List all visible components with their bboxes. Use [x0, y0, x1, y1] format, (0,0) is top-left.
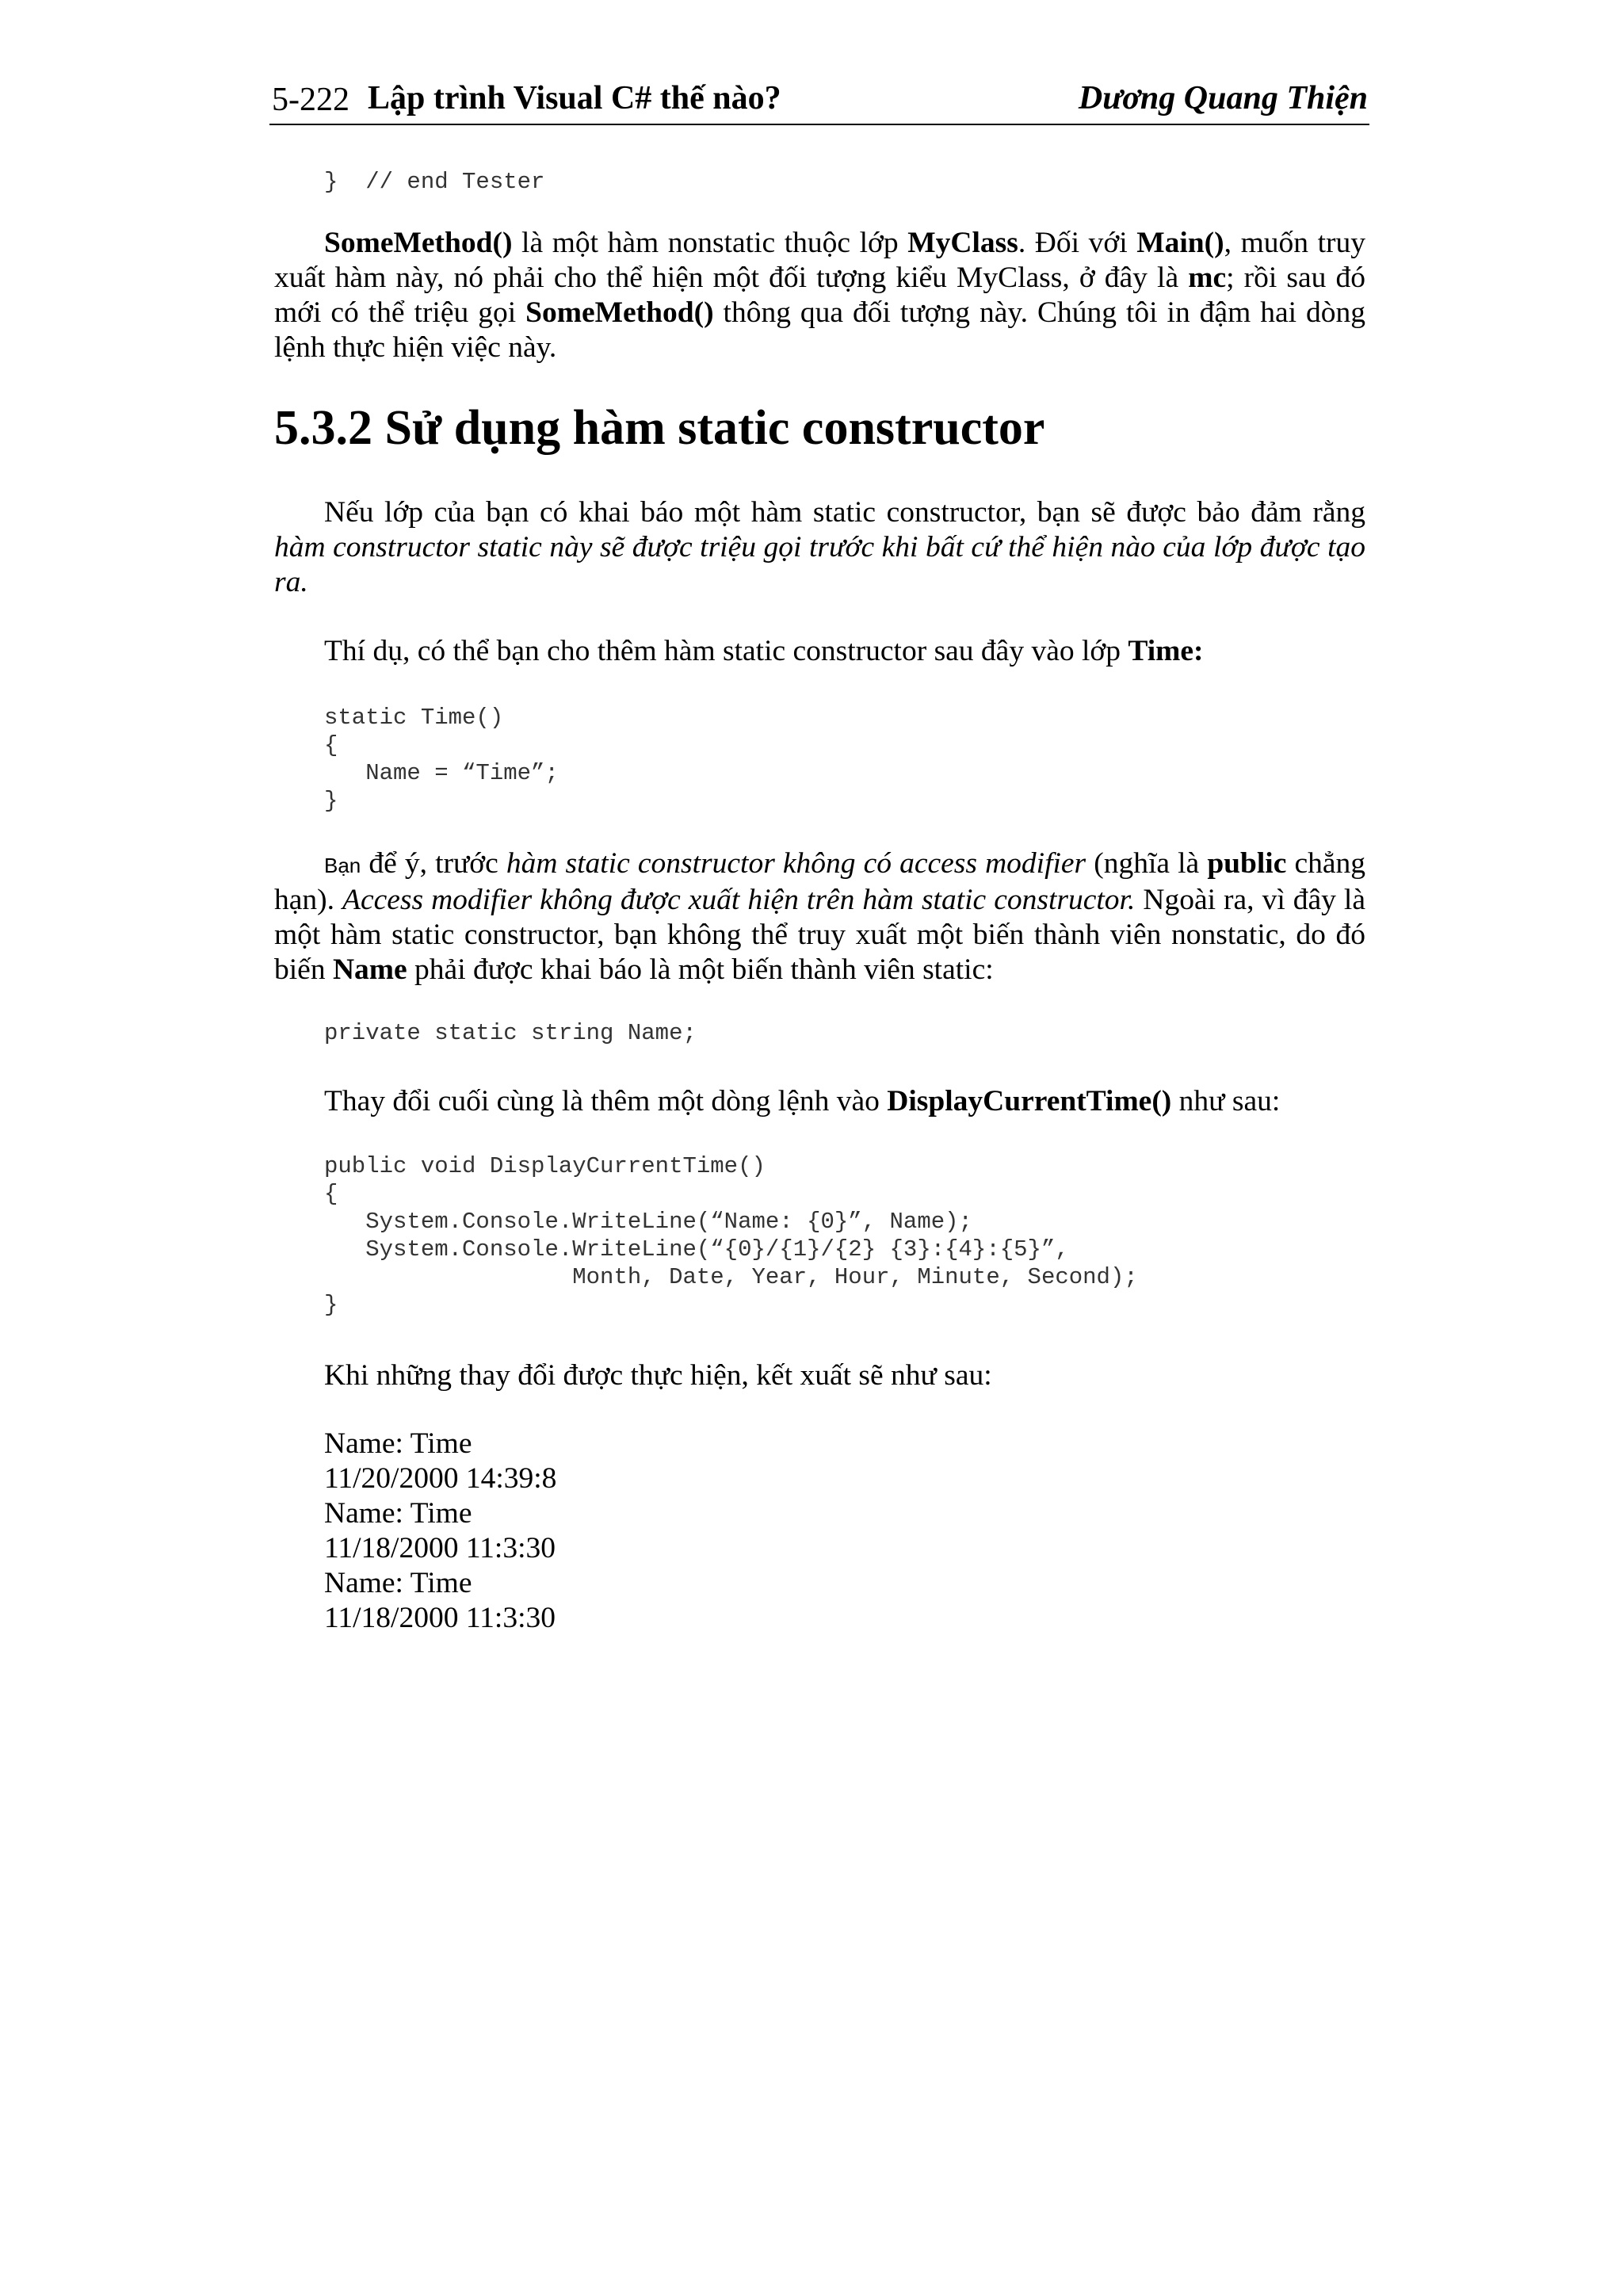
paragraph-static-constructor-intro: [274, 495, 1365, 600]
bold-mc: mc: [1188, 262, 1227, 294]
text-run: như sau:: [1171, 1085, 1281, 1117]
text-run: ; rồi sau đó mới có thể triệu gọi: [274, 262, 1365, 329]
output-line: Name: Time: [324, 1567, 472, 1599]
section-heading: 5.3.2 Sử dụng hàm static constructor: [274, 401, 1045, 455]
bold-public: public: [1207, 847, 1287, 880]
italic-no-modifier: hàm static constructor không có access modifier: [506, 847, 1086, 880]
italic-modifier-rule: Access modifier không được xuất hiện trên hàm static constructor.: [342, 884, 1136, 916]
bold-somemethod-2: SomeMethod(): [525, 296, 714, 329]
bold-displaycurrenttime: DisplayCurrentTime(): [887, 1085, 1172, 1117]
text-ban: Bạn: [324, 854, 361, 877]
text-run: Nếu lớp của bạn có khai báo một hàm static constructor, bạn sẽ được bảo đảm rằng: [324, 496, 1365, 529]
bold-main: Main(): [1136, 227, 1224, 259]
paragraph-example: [324, 634, 1203, 669]
author-name: Dương Quang Thiện: [1078, 80, 1368, 117]
code-display-current-time: public void DisplayCurrentTime() { System.Console.WriteLine(“Name: {0}”, Name); System.Console.WriteLine(“{0}/{1}/{2} {3}:{4}:{5}”, Month, Date, Year, Hour, Minute, Second); }: [324, 1153, 1138, 1318]
bold-somemethod: SomeMethod(): [324, 227, 513, 259]
book-title: Lập trình Visual C# thế nào?: [368, 80, 781, 117]
paragraph-last-change: [324, 1084, 1280, 1119]
output-line: Name: Time: [324, 1497, 472, 1530]
text-run: thông qua đối tượng này. Chúng tôi in đậm hai dòng lệnh thực hiện việc này.: [274, 296, 1365, 364]
italic-guarantee: hàm constructor static này sẽ được triệu gọi trước khi bất cứ thể hiện nào của lớp được tạo ra.: [274, 531, 1365, 598]
text-run: là một hàm nonstatic thuộc lớp: [512, 227, 908, 259]
bold-myclass: MyClass: [907, 227, 1018, 259]
text-run: để ý, trước: [361, 847, 506, 880]
text-run: Thí dụ, có thể bạn cho thêm hàm static constructor sau đây vào lớp: [324, 635, 1128, 667]
code-end-tester: } // end Tester: [324, 169, 545, 195]
header-rule: [269, 124, 1369, 125]
output-line: 11/20/2000 14:39:8: [324, 1462, 557, 1495]
text-run: (nghĩa là: [1086, 847, 1208, 880]
paragraph-somemethod: [274, 226, 1365, 365]
code-static-field: private static string Name;: [324, 1020, 697, 1046]
output-line: 11/18/2000 11:3:30: [324, 1532, 556, 1564]
page-number: 5-222: [272, 82, 349, 118]
paragraph-access-modifier: [274, 846, 1365, 988]
text-run: Ngoài ra, vì đây là một hàm static constructor, bạn không thể truy xuất một biến thành viên nonstatic, do đó biến: [274, 884, 1365, 986]
bold-name: Name: [332, 953, 407, 986]
text-run: chẳng hạn).: [274, 847, 1366, 916]
output-line: 11/18/2000 11:3:30: [324, 1602, 556, 1634]
code-static-constructor: static Time() { Name = “Time”; }: [324, 705, 559, 814]
paragraph-output-intro: Khi những thay đổi được thực hiện, kết xuất sẽ như sau:: [324, 1359, 992, 1392]
bold-time: Time:: [1128, 635, 1204, 667]
text-run: Thay đổi cuối cùng là thêm một dòng lệnh vào: [324, 1085, 888, 1117]
text-run: , muốn truy xuất hàm này, nó phải cho thể hiện một đối tượng kiểu MyClass, ở đây là: [274, 227, 1365, 294]
text-run: phải được khai báo là một biến thành viên static:: [407, 953, 994, 986]
output-block: [324, 1427, 556, 1636]
output-line: Name: Time: [324, 1427, 472, 1460]
text-run: . Đối với: [1018, 227, 1137, 259]
page-header: [272, 76, 1368, 125]
